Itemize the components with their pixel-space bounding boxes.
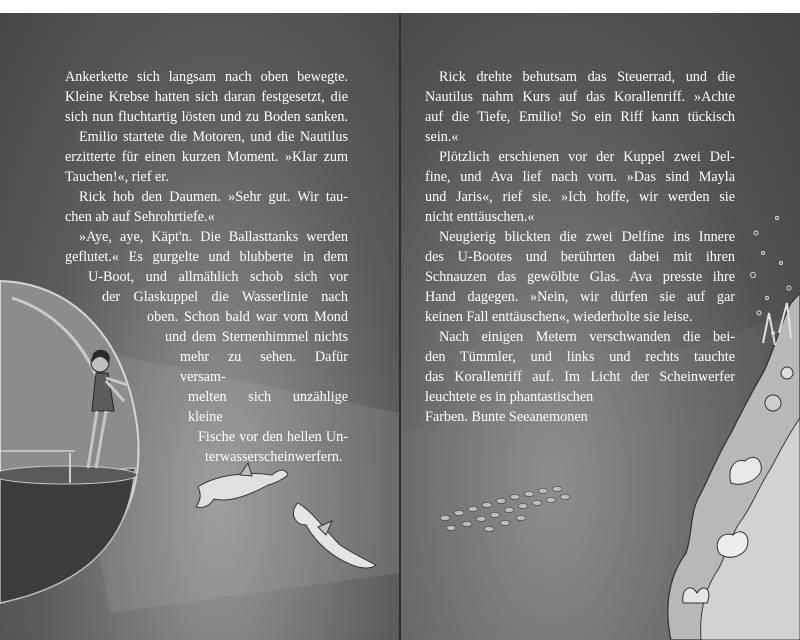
text-line: Ankerkette sich langsam nach oben bewegte. [65,69,348,85]
text-line: Nach einigen Metern verschwanden die bei- [439,329,735,345]
text-line: des U-Bootes und berührten dabei mit ihren [425,249,735,265]
text-line: mehr zu sehen. Dafür versam- [180,349,348,385]
floor-platform [0,466,137,484]
text-line: geflutet.« Es gurgelte und blubberte in dem [65,249,348,265]
text-line: sich nun fluchtartig lösten und zu Boden sanken. [65,109,348,125]
text-line: leuchtete es in phantastischen [425,389,594,405]
text-line: Hand dagegen. »Nein, wir dürfen sie auf gar [425,289,735,305]
text-line: Tauchen!«, rief er. [65,169,169,185]
text-line: »Aye, aye, Käpt'n. Die Ballasttanks werden [79,229,348,245]
text-line: sein.« [425,129,459,145]
text-line: oben. Schon bald war vom Mond [147,309,348,325]
book-spread [0,13,800,640]
left-page-text [65,67,348,467]
text-line: Neugierig blickten die zwei Delfine ins Innere [439,229,735,245]
text-line: auf die Tiefe, Emilio! So ein Riff kann tückisch [425,109,735,125]
text-line: keinen Fall enttäuschen«, wiederholte sie leise. [425,309,693,325]
text-line: Rick drehte behutsam das Steuerrad, und die [439,69,735,85]
text-line: nicht enttäuschen.« [425,209,535,225]
text-line: den Tümmler, und links und rechts tauchte [425,349,735,365]
text-line: terwasserscheinwerfern. [205,449,343,465]
left-page [0,13,399,640]
text-line: der Glaskuppel die Wasserlinie nach [102,289,348,305]
text-line: Rick hob den Daumen. »Sehr gut. Wir tau- [79,189,348,205]
right-page-text [425,67,735,427]
text-line: U-Boot, und allmählich schob sich vor [88,269,348,285]
text-line: das Korallenriff auf. Im Licht der Scheinwerfer [425,369,735,385]
text-line: Farben. Bunte Seeanemonen [425,409,588,425]
text-line: Plötzlich erschienen vor der Kuppel zwei Del- [439,149,735,165]
text-line: und dem Sternenhimmel nichts [165,329,348,345]
text-line: Nautilus nahm Kurs auf das Korallenriff. »Achte [425,89,735,105]
right-page [401,13,800,640]
text-line: melten sich unzählige kleine [188,389,348,425]
text-line: Schnauzen das gewölbte Glas. Ava presste ihre [425,269,735,285]
text-line: Emilio startete die Motoren, und die Nautilus [79,129,348,145]
text-line: Kleine Krebse hatten sich daran festgesetzt, die [65,89,348,105]
text-line: und Jaris«, rief sie. »Ich hoffe, wir werden sie [425,189,735,205]
text-line: Fische vor den hellen Un- [198,429,348,445]
text-line: erzitterte für einen kurzen Moment. »Klar zum [65,149,348,165]
text-line: fine, und Ava lief nach vorn. »Das sind Mayla [425,169,735,185]
text-line: chen ab auf Sehrohrtiefe.« [65,209,215,225]
